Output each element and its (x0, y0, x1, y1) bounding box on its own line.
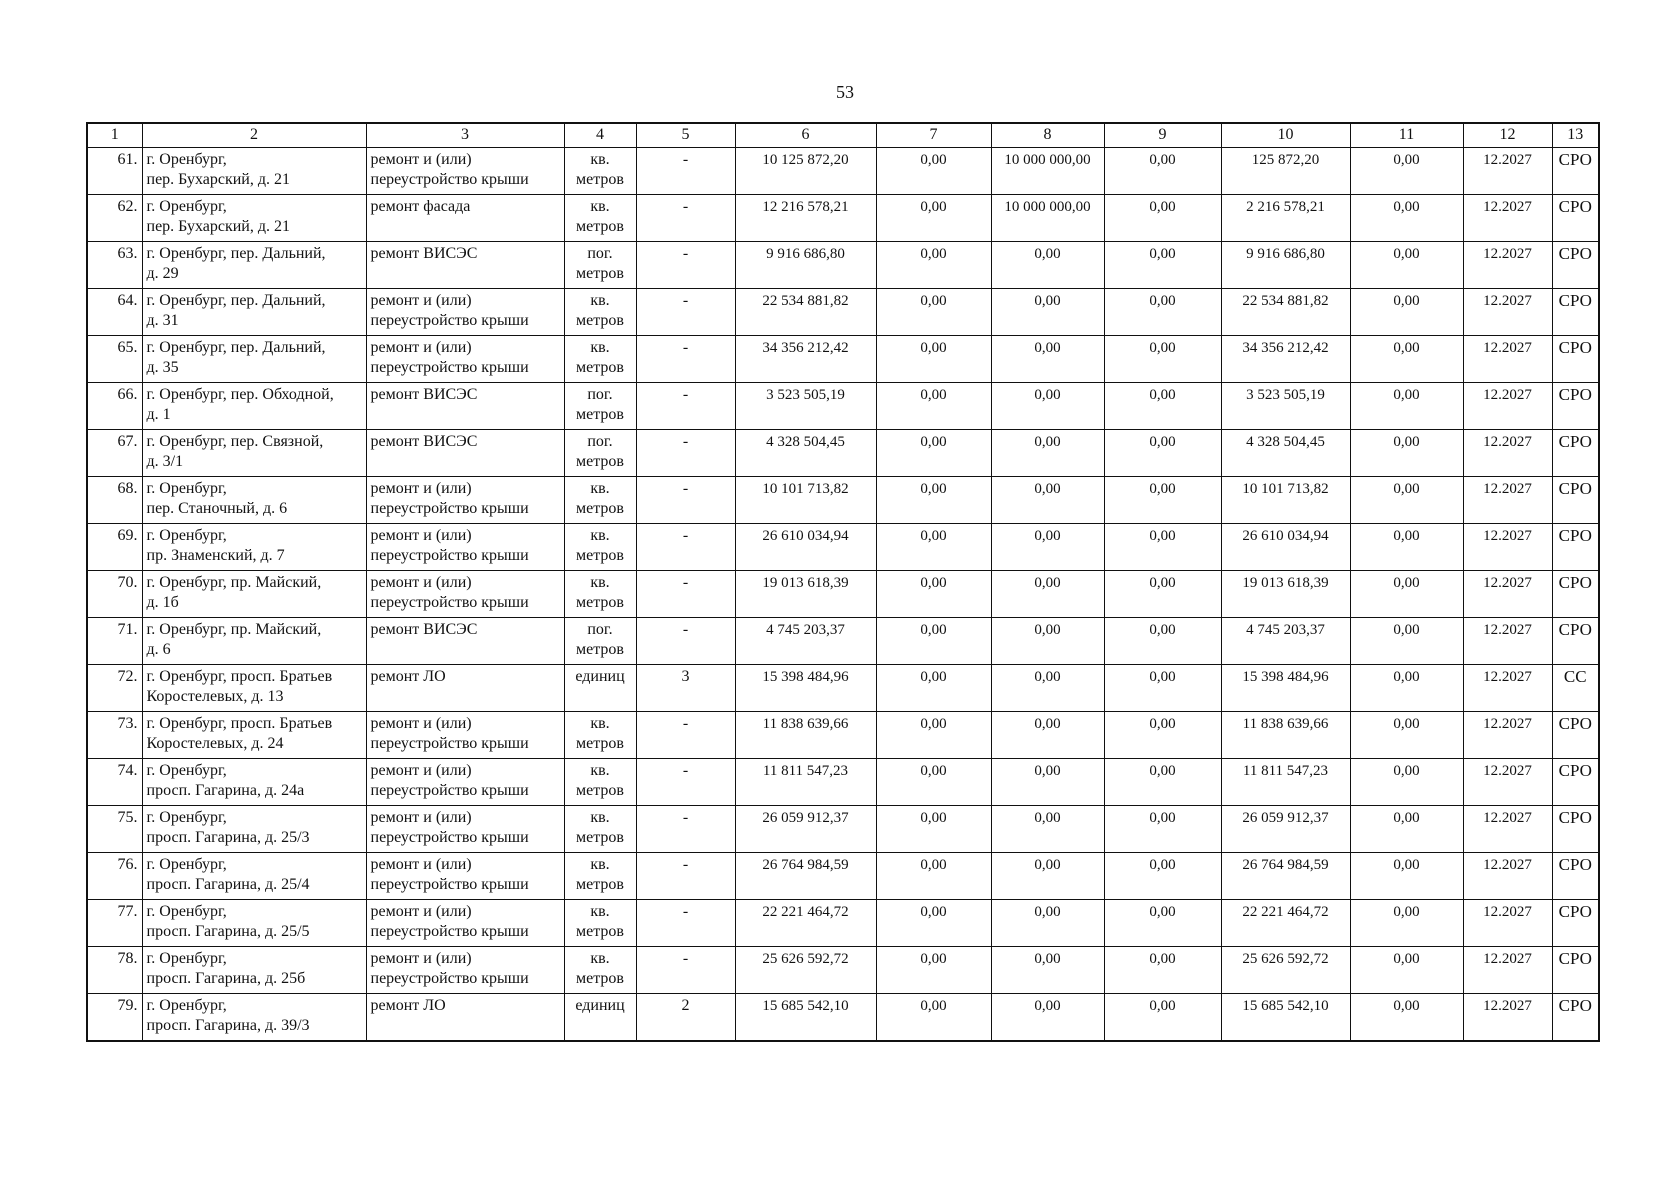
completion-date-cell: 12.2027 (1463, 759, 1552, 806)
other-funds-cell: 0,00 (1350, 571, 1463, 618)
address-cell: г. Оренбург, просп. Гагарина, д. 25/5 (142, 900, 366, 947)
work-type-cell: ремонт и (или) переустройство крыши (366, 336, 564, 383)
table-row (87, 994, 1599, 1041)
other-funds-cell: 0,00 (1350, 336, 1463, 383)
fund-method-cell: СРО (1552, 994, 1599, 1041)
table-row (87, 618, 1599, 665)
federal-funds-cell: 0,00 (876, 994, 991, 1041)
owners-funds-cell: 26 059 912,37 (1221, 806, 1350, 853)
table-body (87, 148, 1599, 1041)
table-row (87, 900, 1599, 947)
unit-cell: кв. метров (564, 477, 636, 524)
address-cell: г. Оренбург, просп. Гагарина, д. 25/3 (142, 806, 366, 853)
work-type-cell: ремонт и (или) переустройство крыши (366, 853, 564, 900)
completion-date-cell: 12.2027 (1463, 195, 1552, 242)
local-funds-cell: 0,00 (1104, 618, 1221, 665)
address-cell: г. Оренбург, пер. Дальний, д. 35 (142, 336, 366, 383)
quantity-cell: - (636, 430, 735, 477)
owners-funds-cell: 25 626 592,72 (1221, 947, 1350, 994)
fund-method-cell: СРО (1552, 477, 1599, 524)
other-funds-cell: 0,00 (1350, 994, 1463, 1041)
local-funds-cell: 0,00 (1104, 477, 1221, 524)
unit-cell: единиц (564, 665, 636, 712)
owners-funds-cell: 2 216 578,21 (1221, 195, 1350, 242)
column-header: 3 (366, 123, 564, 148)
row-number-cell: 63. (87, 242, 142, 289)
total-cost-cell: 10 101 713,82 (735, 477, 876, 524)
total-cost-cell: 22 221 464,72 (735, 900, 876, 947)
local-funds-cell: 0,00 (1104, 336, 1221, 383)
owners-funds-cell: 10 101 713,82 (1221, 477, 1350, 524)
fund-method-cell: СС (1552, 665, 1599, 712)
owners-funds-cell: 26 610 034,94 (1221, 524, 1350, 571)
federal-funds-cell: 0,00 (876, 336, 991, 383)
column-header: 4 (564, 123, 636, 148)
unit-cell: кв. метров (564, 289, 636, 336)
local-funds-cell: 0,00 (1104, 289, 1221, 336)
local-funds-cell: 0,00 (1104, 430, 1221, 477)
total-cost-cell: 12 216 578,21 (735, 195, 876, 242)
other-funds-cell: 0,00 (1350, 900, 1463, 947)
table-row (87, 806, 1599, 853)
unit-cell: кв. метров (564, 712, 636, 759)
regional-funds-cell: 0,00 (991, 712, 1104, 759)
fund-method-cell: СРО (1552, 383, 1599, 430)
unit-cell: кв. метров (564, 148, 636, 195)
completion-date-cell: 12.2027 (1463, 618, 1552, 665)
local-funds-cell: 0,00 (1104, 994, 1221, 1041)
quantity-cell: - (636, 242, 735, 289)
row-number-cell: 79. (87, 994, 142, 1041)
regional-funds-cell: 10 000 000,00 (991, 195, 1104, 242)
table-row (87, 712, 1599, 759)
row-number-cell: 73. (87, 712, 142, 759)
total-cost-cell: 4 745 203,37 (735, 618, 876, 665)
regional-funds-cell: 0,00 (991, 571, 1104, 618)
quantity-cell: - (636, 336, 735, 383)
unit-cell: кв. метров (564, 336, 636, 383)
column-header: 11 (1350, 123, 1463, 148)
local-funds-cell: 0,00 (1104, 853, 1221, 900)
owners-funds-cell: 3 523 505,19 (1221, 383, 1350, 430)
other-funds-cell: 0,00 (1350, 195, 1463, 242)
local-funds-cell: 0,00 (1104, 148, 1221, 195)
work-type-cell: ремонт ЛО (366, 994, 564, 1041)
owners-funds-cell: 34 356 212,42 (1221, 336, 1350, 383)
table-row (87, 289, 1599, 336)
work-type-cell: ремонт ВИСЭС (366, 242, 564, 289)
fund-method-cell: СРО (1552, 336, 1599, 383)
local-funds-cell: 0,00 (1104, 759, 1221, 806)
quantity-cell: - (636, 195, 735, 242)
work-type-cell: ремонт и (или) переустройство крыши (366, 477, 564, 524)
work-type-cell: ремонт фасада (366, 195, 564, 242)
completion-date-cell: 12.2027 (1463, 994, 1552, 1041)
work-type-cell: ремонт и (или) переустройство крыши (366, 900, 564, 947)
quantity-cell: - (636, 148, 735, 195)
table-row (87, 524, 1599, 571)
address-cell: г. Оренбург, пер. Бухарский, д. 21 (142, 195, 366, 242)
fund-method-cell: СРО (1552, 947, 1599, 994)
completion-date-cell: 12.2027 (1463, 430, 1552, 477)
local-funds-cell: 0,00 (1104, 571, 1221, 618)
row-number-cell: 76. (87, 853, 142, 900)
owners-funds-cell: 26 764 984,59 (1221, 853, 1350, 900)
other-funds-cell: 0,00 (1350, 947, 1463, 994)
completion-date-cell: 12.2027 (1463, 900, 1552, 947)
address-cell: г. Оренбург, просп. Братьев Коростелевых, д. 24 (142, 712, 366, 759)
federal-funds-cell: 0,00 (876, 900, 991, 947)
local-funds-cell: 0,00 (1104, 947, 1221, 994)
table-row (87, 430, 1599, 477)
column-header: 10 (1221, 123, 1350, 148)
owners-funds-cell: 22 534 881,82 (1221, 289, 1350, 336)
work-type-cell: ремонт и (или) переустройство крыши (366, 289, 564, 336)
completion-date-cell: 12.2027 (1463, 242, 1552, 289)
fund-method-cell: СРО (1552, 524, 1599, 571)
total-cost-cell: 26 059 912,37 (735, 806, 876, 853)
work-type-cell: ремонт и (или) переустройство крыши (366, 947, 564, 994)
address-cell: г. Оренбург, пер. Дальний, д. 31 (142, 289, 366, 336)
owners-funds-cell: 15 398 484,96 (1221, 665, 1350, 712)
federal-funds-cell: 0,00 (876, 759, 991, 806)
federal-funds-cell: 0,00 (876, 853, 991, 900)
address-cell: г. Оренбург, просп. Гагарина, д. 25б (142, 947, 366, 994)
fund-method-cell: СРО (1552, 900, 1599, 947)
row-number-cell: 69. (87, 524, 142, 571)
column-header: 13 (1552, 123, 1599, 148)
completion-date-cell: 12.2027 (1463, 712, 1552, 759)
fund-method-cell: СРО (1552, 806, 1599, 853)
row-number-cell: 61. (87, 148, 142, 195)
regional-funds-cell: 0,00 (991, 383, 1104, 430)
total-cost-cell: 10 125 872,20 (735, 148, 876, 195)
other-funds-cell: 0,00 (1350, 430, 1463, 477)
local-funds-cell: 0,00 (1104, 195, 1221, 242)
regional-funds-cell: 0,00 (991, 524, 1104, 571)
quantity-cell: - (636, 618, 735, 665)
table-row (87, 477, 1599, 524)
completion-date-cell: 12.2027 (1463, 571, 1552, 618)
table-row (87, 853, 1599, 900)
fund-method-cell: СРО (1552, 571, 1599, 618)
table-row (87, 195, 1599, 242)
address-cell: г. Оренбург, пер. Обходной, д. 1 (142, 383, 366, 430)
table-row (87, 383, 1599, 430)
quantity-cell: - (636, 571, 735, 618)
regional-funds-cell: 0,00 (991, 665, 1104, 712)
address-cell: г. Оренбург, пер. Связной, д. 3/1 (142, 430, 366, 477)
fund-method-cell: СРО (1552, 759, 1599, 806)
total-cost-cell: 15 685 542,10 (735, 994, 876, 1041)
work-type-cell: ремонт ЛО (366, 665, 564, 712)
total-cost-cell: 34 356 212,42 (735, 336, 876, 383)
work-type-cell: ремонт и (или) переустройство крыши (366, 759, 564, 806)
local-funds-cell: 0,00 (1104, 900, 1221, 947)
page-number: 53 (836, 82, 854, 102)
column-header: 12 (1463, 123, 1552, 148)
unit-cell: пог. метров (564, 383, 636, 430)
owners-funds-cell: 11 838 639,66 (1221, 712, 1350, 759)
other-funds-cell: 0,00 (1350, 618, 1463, 665)
total-cost-cell: 9 916 686,80 (735, 242, 876, 289)
unit-cell: пог. метров (564, 242, 636, 289)
other-funds-cell: 0,00 (1350, 853, 1463, 900)
quantity-cell: - (636, 759, 735, 806)
quantity-cell: - (636, 947, 735, 994)
address-cell: г. Оренбург, пр. Знаменский, д. 7 (142, 524, 366, 571)
table-row (87, 571, 1599, 618)
fund-method-cell: СРО (1552, 242, 1599, 289)
other-funds-cell: 0,00 (1350, 383, 1463, 430)
other-funds-cell: 0,00 (1350, 242, 1463, 289)
table-row (87, 759, 1599, 806)
other-funds-cell: 0,00 (1350, 806, 1463, 853)
completion-date-cell: 12.2027 (1463, 383, 1552, 430)
local-funds-cell: 0,00 (1104, 712, 1221, 759)
fund-method-cell: СРО (1552, 195, 1599, 242)
regional-funds-cell: 10 000 000,00 (991, 148, 1104, 195)
row-number-cell: 75. (87, 806, 142, 853)
regional-funds-cell: 0,00 (991, 853, 1104, 900)
quantity-cell: - (636, 289, 735, 336)
owners-funds-cell: 9 916 686,80 (1221, 242, 1350, 289)
unit-cell: кв. метров (564, 571, 636, 618)
owners-funds-cell: 11 811 547,23 (1221, 759, 1350, 806)
total-cost-cell: 4 328 504,45 (735, 430, 876, 477)
unit-cell: кв. метров (564, 947, 636, 994)
table-row (87, 242, 1599, 289)
fund-method-cell: СРО (1552, 853, 1599, 900)
row-number-cell: 62. (87, 195, 142, 242)
completion-date-cell: 12.2027 (1463, 289, 1552, 336)
quantity-cell: - (636, 477, 735, 524)
column-header: 2 (142, 123, 366, 148)
unit-cell: пог. метров (564, 618, 636, 665)
quantity-cell: - (636, 524, 735, 571)
total-cost-cell: 19 013 618,39 (735, 571, 876, 618)
fund-method-cell: СРО (1552, 712, 1599, 759)
total-cost-cell: 11 838 639,66 (735, 712, 876, 759)
row-number-cell: 71. (87, 618, 142, 665)
federal-funds-cell: 0,00 (876, 806, 991, 853)
local-funds-cell: 0,00 (1104, 524, 1221, 571)
table-row (87, 947, 1599, 994)
other-funds-cell: 0,00 (1350, 289, 1463, 336)
work-type-cell: ремонт и (или) переустройство крыши (366, 148, 564, 195)
table-row (87, 148, 1599, 195)
regional-funds-cell: 0,00 (991, 618, 1104, 665)
fund-method-cell: СРО (1552, 430, 1599, 477)
quantity-cell: - (636, 853, 735, 900)
address-cell: г. Оренбург, просп. Гагарина, д. 25/4 (142, 853, 366, 900)
regional-funds-cell: 0,00 (991, 289, 1104, 336)
work-type-cell: ремонт и (или) переустройство крыши (366, 712, 564, 759)
total-cost-cell: 11 811 547,23 (735, 759, 876, 806)
column-header: 8 (991, 123, 1104, 148)
regional-funds-cell: 0,00 (991, 759, 1104, 806)
unit-cell: кв. метров (564, 806, 636, 853)
completion-date-cell: 12.2027 (1463, 806, 1552, 853)
regional-funds-cell: 0,00 (991, 947, 1104, 994)
federal-funds-cell: 0,00 (876, 430, 991, 477)
regional-funds-cell: 0,00 (991, 336, 1104, 383)
other-funds-cell: 0,00 (1350, 524, 1463, 571)
regional-funds-cell: 0,00 (991, 477, 1104, 524)
row-number-cell: 74. (87, 759, 142, 806)
unit-cell: кв. метров (564, 759, 636, 806)
unit-cell: кв. метров (564, 524, 636, 571)
unit-cell: единиц (564, 994, 636, 1041)
federal-funds-cell: 0,00 (876, 712, 991, 759)
column-header: 1 (87, 123, 142, 148)
row-number-cell: 77. (87, 900, 142, 947)
fund-method-cell: СРО (1552, 618, 1599, 665)
address-cell: г. Оренбург, пр. Майский, д. 6 (142, 618, 366, 665)
row-number-cell: 72. (87, 665, 142, 712)
federal-funds-cell: 0,00 (876, 524, 991, 571)
row-number-cell: 65. (87, 336, 142, 383)
repair-program-table (86, 122, 1600, 1042)
owners-funds-cell: 19 013 618,39 (1221, 571, 1350, 618)
quantity-cell: - (636, 806, 735, 853)
total-cost-cell: 26 610 034,94 (735, 524, 876, 571)
unit-cell: пог. метров (564, 430, 636, 477)
total-cost-cell: 3 523 505,19 (735, 383, 876, 430)
total-cost-cell: 25 626 592,72 (735, 947, 876, 994)
federal-funds-cell: 0,00 (876, 618, 991, 665)
work-type-cell: ремонт ВИСЭС (366, 618, 564, 665)
completion-date-cell: 12.2027 (1463, 477, 1552, 524)
row-number-cell: 68. (87, 477, 142, 524)
unit-cell: кв. метров (564, 195, 636, 242)
work-type-cell: ремонт и (или) переустройство крыши (366, 524, 564, 571)
other-funds-cell: 0,00 (1350, 148, 1463, 195)
fund-method-cell: СРО (1552, 148, 1599, 195)
federal-funds-cell: 0,00 (876, 477, 991, 524)
total-cost-cell: 22 534 881,82 (735, 289, 876, 336)
regional-funds-cell: 0,00 (991, 806, 1104, 853)
column-header: 6 (735, 123, 876, 148)
other-funds-cell: 0,00 (1350, 712, 1463, 759)
completion-date-cell: 12.2027 (1463, 665, 1552, 712)
row-number-cell: 64. (87, 289, 142, 336)
completion-date-cell: 12.2027 (1463, 148, 1552, 195)
work-type-cell: ремонт и (или) переустройство крыши (366, 806, 564, 853)
owners-funds-cell: 4 745 203,37 (1221, 618, 1350, 665)
address-cell: г. Оренбург, пер. Дальний, д. 29 (142, 242, 366, 289)
completion-date-cell: 12.2027 (1463, 853, 1552, 900)
row-number-cell: 78. (87, 947, 142, 994)
regional-funds-cell: 0,00 (991, 242, 1104, 289)
quantity-cell: 2 (636, 994, 735, 1041)
completion-date-cell: 12.2027 (1463, 336, 1552, 383)
local-funds-cell: 0,00 (1104, 242, 1221, 289)
column-header: 7 (876, 123, 991, 148)
owners-funds-cell: 15 685 542,10 (1221, 994, 1350, 1041)
address-cell: г. Оренбург, просп. Братьев Коростелевых, д. 13 (142, 665, 366, 712)
federal-funds-cell: 0,00 (876, 242, 991, 289)
federal-funds-cell: 0,00 (876, 148, 991, 195)
federal-funds-cell: 0,00 (876, 383, 991, 430)
quantity-cell: 3 (636, 665, 735, 712)
table-row (87, 336, 1599, 383)
address-cell: г. Оренбург, просп. Гагарина, д. 24а (142, 759, 366, 806)
federal-funds-cell: 0,00 (876, 195, 991, 242)
row-number-cell: 66. (87, 383, 142, 430)
address-cell: г. Оренбург, пр. Майский, д. 1б (142, 571, 366, 618)
table-row (87, 665, 1599, 712)
total-cost-cell: 26 764 984,59 (735, 853, 876, 900)
fund-method-cell: СРО (1552, 289, 1599, 336)
local-funds-cell: 0,00 (1104, 665, 1221, 712)
quantity-cell: - (636, 712, 735, 759)
address-cell: г. Оренбург, пер. Станочный, д. 6 (142, 477, 366, 524)
federal-funds-cell: 0,00 (876, 289, 991, 336)
row-number-cell: 70. (87, 571, 142, 618)
regional-funds-cell: 0,00 (991, 900, 1104, 947)
owners-funds-cell: 125 872,20 (1221, 148, 1350, 195)
owners-funds-cell: 4 328 504,45 (1221, 430, 1350, 477)
federal-funds-cell: 0,00 (876, 947, 991, 994)
row-number-cell: 67. (87, 430, 142, 477)
other-funds-cell: 0,00 (1350, 759, 1463, 806)
unit-cell: кв. метров (564, 853, 636, 900)
local-funds-cell: 0,00 (1104, 806, 1221, 853)
column-header: 5 (636, 123, 735, 148)
completion-date-cell: 12.2027 (1463, 947, 1552, 994)
other-funds-cell: 0,00 (1350, 477, 1463, 524)
work-type-cell: ремонт ВИСЭС (366, 383, 564, 430)
quantity-cell: - (636, 900, 735, 947)
regional-funds-cell: 0,00 (991, 430, 1104, 477)
total-cost-cell: 15 398 484,96 (735, 665, 876, 712)
column-header: 9 (1104, 123, 1221, 148)
local-funds-cell: 0,00 (1104, 383, 1221, 430)
column-number-row (87, 123, 1599, 148)
regional-funds-cell: 0,00 (991, 994, 1104, 1041)
other-funds-cell: 0,00 (1350, 665, 1463, 712)
unit-cell: кв. метров (564, 900, 636, 947)
federal-funds-cell: 0,00 (876, 665, 991, 712)
quantity-cell: - (636, 383, 735, 430)
address-cell: г. Оренбург, пер. Бухарский, д. 21 (142, 148, 366, 195)
address-cell: г. Оренбург, просп. Гагарина, д. 39/3 (142, 994, 366, 1041)
completion-date-cell: 12.2027 (1463, 524, 1552, 571)
work-type-cell: ремонт и (или) переустройство крыши (366, 571, 564, 618)
work-type-cell: ремонт ВИСЭС (366, 430, 564, 477)
federal-funds-cell: 0,00 (876, 571, 991, 618)
owners-funds-cell: 22 221 464,72 (1221, 900, 1350, 947)
